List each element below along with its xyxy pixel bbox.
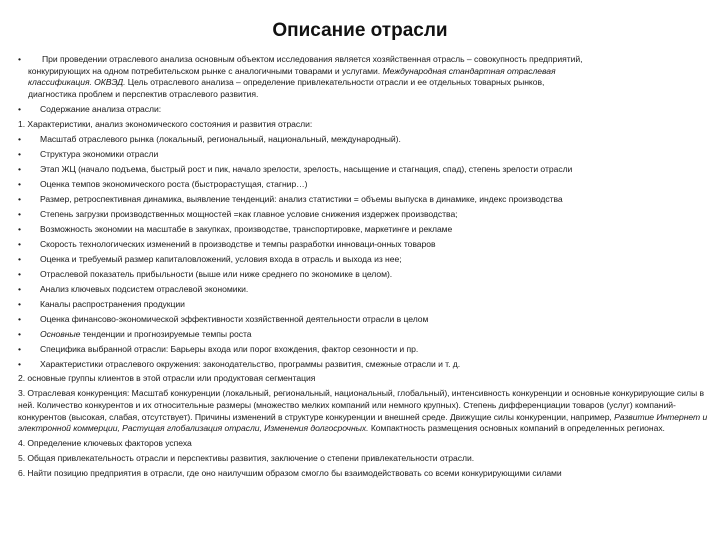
bullet-icon: • bbox=[18, 208, 21, 219]
bullet-icon: • bbox=[18, 298, 21, 309]
bullet-icon: • bbox=[18, 328, 21, 339]
list-item: • Специфика выбранной отрасли: Барьеры входа или порог вхождения, фактор сезонности и пр. bbox=[18, 343, 419, 354]
bullet-icon: • bbox=[18, 148, 21, 159]
list-item: • Скорость технологических изменений в производстве и темпы разработки инноваци-онных товаров bbox=[18, 238, 436, 249]
list-item: • Основные тенденции и прогнозируемые темпы роста bbox=[18, 328, 252, 339]
bullet-icon: • bbox=[18, 238, 21, 249]
section-4: 4. Определение ключевых факторов успеха bbox=[18, 438, 192, 449]
bullet-icon: • bbox=[18, 178, 21, 189]
bullet-icon: • bbox=[18, 283, 21, 294]
intro-italic-1: Международная стандартная отраслевая bbox=[382, 65, 556, 76]
list-item: • Оценка темпов экономического роста (быстрорастущая, стагнир…) bbox=[18, 178, 308, 189]
list-item: • Структура экономики отрасли bbox=[18, 148, 159, 159]
intro-line-1: При проведении отраслевого анализа основным объектом исследования является хозяйственная отрасль – совокупность предприятий, bbox=[42, 54, 583, 64]
list-item: • Характеристики отраслевого окружения: законодательство, программы развития, смежные отрасли и т. д. bbox=[18, 358, 461, 369]
list-item: • Этап ЖЦ (начало подъема, быстрый рост и пик, начало зрелости, зрелость, насыщение и стагнация, спад), степень зрелости отрасли bbox=[18, 163, 573, 174]
bullet-icon: • bbox=[18, 223, 21, 234]
section-3-italic: Развитие Интернет и электронной коммерции, Растущая глобализация отрасли, Изменения долгосрочных. bbox=[18, 411, 708, 434]
intro-line-2: конкурирующих на одном потребительском рынке с аналогичными товарами и услугами. Международная стандартная отраслевая bbox=[28, 65, 556, 76]
section-1-heading: 1. Характеристики, анализ экономического состояния и развития отрасли: bbox=[18, 118, 313, 129]
bullet-icon: • bbox=[18, 358, 21, 369]
bullet-icon: • bbox=[18, 343, 21, 354]
list-item: • Оценка финансово-экономической эффективности хозяйственной деятельности отрасли в целом bbox=[18, 313, 429, 324]
bullet-icon: • bbox=[18, 163, 21, 174]
intro-line-3: классификация. ОКВЭД. Цель отраслевого анализа – определение привлекательности отрасли и ее отдельных товарных рынков, bbox=[28, 77, 545, 88]
list-item: • Размер, ретроспективная динамика, выявление тенденций: анализ статистики = объемы выпуска в динамике, индекс производства bbox=[18, 193, 563, 204]
list-item: • Возможность экономии на масштабе в закупках, производстве, транспортировке, маркетинге и рекламе bbox=[18, 223, 453, 234]
bullet-icon: • bbox=[18, 193, 21, 204]
content-label: • Содержание анализа отрасли: bbox=[18, 103, 162, 114]
bullet-icon: • bbox=[18, 103, 21, 114]
list-item: • Каналы распространения продукции bbox=[18, 298, 185, 309]
bullet-icon: • bbox=[18, 54, 21, 64]
section-2: 2. основные группы клиентов в этой отрасли или продуктовая сегментация bbox=[18, 373, 316, 384]
section-5: 5. Общая привлекательность отрасли и перспективы развития, заключение о степени привлекательности отрасли. bbox=[18, 453, 475, 464]
section-6: 6. Найти позицию предприятия в отрасли, где оно наилучшим образом смогло бы взаимодействовать со всеми конкурирующими силами bbox=[18, 468, 562, 479]
list-item: • Масштаб отраслевого рынка (локальный, региональный, национальный, международный). bbox=[18, 133, 401, 144]
intro-line-4: диагностика проблем и перспектив отраслевого развития. bbox=[28, 88, 259, 99]
bullet-icon: • bbox=[18, 313, 21, 324]
list-item: • Отраслевой показатель прибыльности (выше или ниже среднего по экономике в целом). bbox=[18, 268, 393, 279]
bullet-icon: • bbox=[18, 133, 21, 144]
list-item: • Оценка и требуемый размер капиталовложений, условия входа в отрасль и выхода из нее; bbox=[18, 253, 402, 264]
slide-body bbox=[18, 54, 708, 483]
page-title: Описание отрасли bbox=[272, 20, 448, 41]
intro-italic-2: классификация. ОКВЭД. bbox=[28, 77, 126, 88]
section-3-paragraph: 3. Отраслевая конкуренция: Масштаб конкуренции (локальный, региональный, национальный, глобальный), интенсивность конкуренции и основные конкурирующие силы в ней. Количество конкурентов и их относительные размеры (множество мелких компаний или немного крупных). Степень дифференциации товаров (услуг) компаний-конкурентов (высокая, слабая, отсутствует). Причины изменений в структуре конкуренции и внешней среде. Движущие силы конкуренции, например, Развитие Интернет и электронной коммерции, Растущая глобализация отрасли, Изменения долгосрочных. Компактность размещения основных компаний в определенных регионах. bbox=[18, 388, 708, 434]
list-item: • Степень загрузки производственных мощностей =как главное условие снижения издержек производства; bbox=[18, 208, 458, 219]
list-item: • Анализ ключевых подсистем отраслевой экономики. bbox=[18, 283, 249, 294]
bullet-icon: • bbox=[18, 253, 21, 264]
bullet-icon: • bbox=[18, 268, 21, 279]
intro-paragraph bbox=[18, 54, 708, 100]
